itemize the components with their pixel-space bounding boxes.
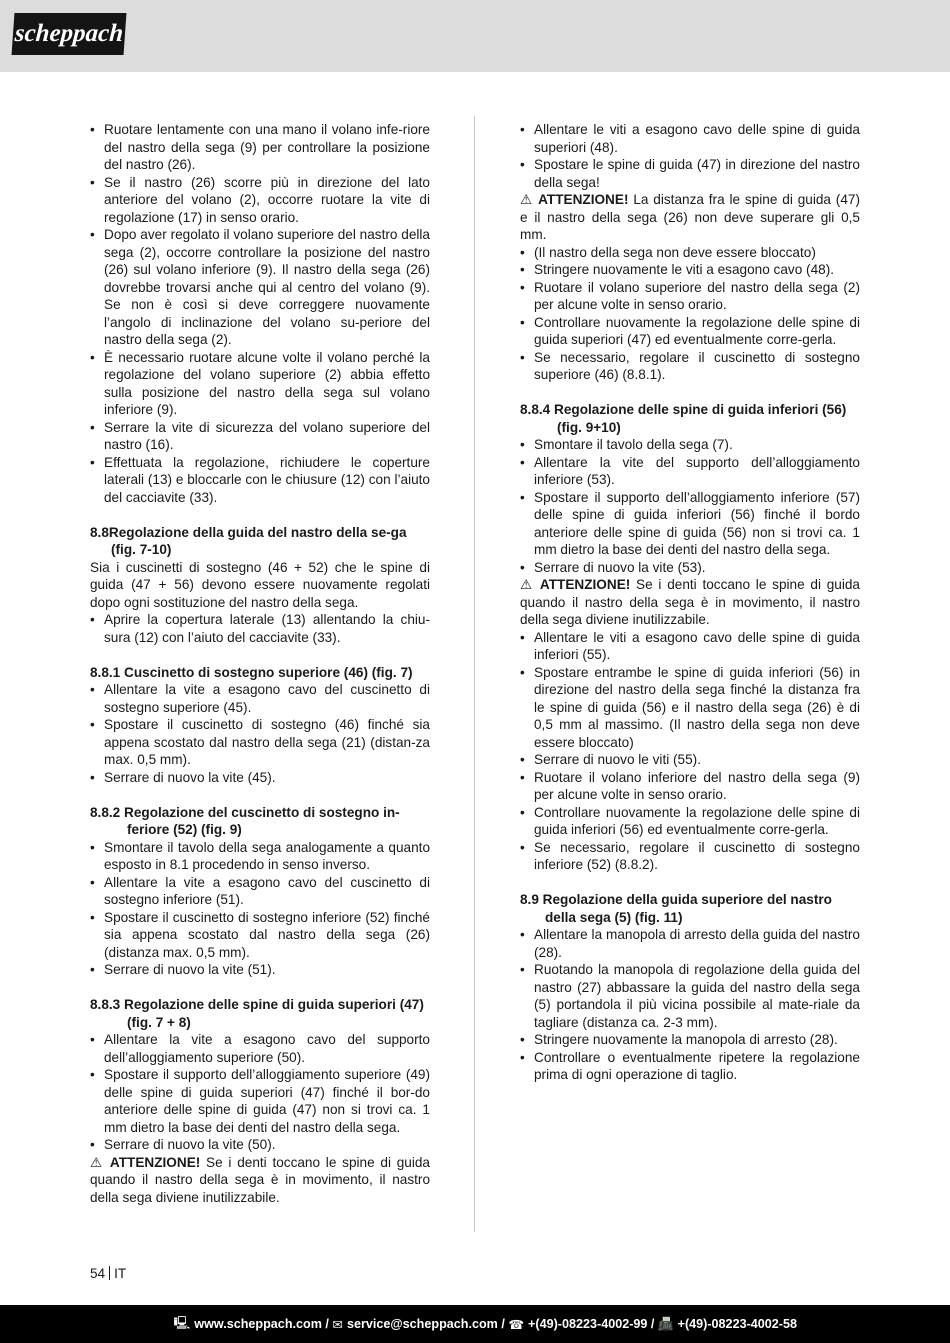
list-item: • Allentare la manopola di arresto della guida del nastro (28). [520, 926, 860, 961]
warning-text: Se i denti toccano le spine di guida quando il nastro della sega è in movimento, il nastro della sega diviene inutilizzabile. [90, 1154, 430, 1205]
website-link[interactable]: www.scheppach.com / [194, 1317, 329, 1331]
list-item: • Controllare nuovamente la regolazione delle spine di guida inferiori (56) ed eventualmente corre-gerla. [520, 804, 860, 839]
list-item: • Controllare nuovamente la regolazione delle spine di guida superiori (47) ed eventualmente corre-gerla. [520, 314, 860, 349]
spacer [520, 384, 860, 402]
list-item: • Serrare di nuovo la vite (45). [90, 769, 430, 787]
list-item: • Allentare la vite a esagono cavo del supporto dell’alloggiamento superiore (50). [90, 1031, 430, 1066]
right-column [520, 121, 860, 1084]
list-item: • Stringere nuovamente la manopola di arresto (28). [520, 1031, 860, 1049]
warning-triangle-icon: ⚠ [520, 192, 539, 207]
warning-label: ATTENZIONE! [109, 1154, 201, 1170]
list-item: • Serrare di nuovo la vite (53). [520, 559, 860, 577]
list-item: • Ruotando la manopola di regolazione della guida del nastro (27) abbassare la guida del nastro della sega (5) portandola il più vicina possibile al mate-riale da tagliare (distanza ca. 2-3 mm). [520, 961, 860, 1031]
list-item: • Spostare entrambe le spine di guida inferiori (56) in direzione del nastro della sega finché la distanza fra le spine di guida (56) e il nastro della sega (26) è di 0,5 mm al massimo. (Il nastro della sega non deve essere bloccato) [520, 664, 860, 752]
header-bar [0, 0, 950, 72]
list-item: • Spostare le spine di guida (47) in direzione del nastro della sega! [520, 156, 860, 191]
computer-icon: 🖳 [173, 1315, 191, 1330]
list-item: • Serrare la vite di sicurezza del volano superiore del nastro (16). [90, 419, 430, 454]
fax-icon: 📠 [657, 1316, 674, 1331]
list-item: • Stringere nuovamente le viti a esagono cavo (48). [520, 261, 860, 279]
warning-paragraph [520, 576, 860, 629]
fax-number: +(49)-08223-4002-58 [677, 1317, 797, 1331]
contact-bar [0, 1305, 950, 1343]
list-item: • Spostare il supporto dell’alloggiamento inferiore (57) delle spine di guida inferiori (56) finché il bordo anteriore delle spine di guida (56) non si trovi ca. 1 mm dietro la base dei denti del nastro della sega. [520, 489, 860, 559]
list-item: • Allentare la vite a esagono cavo del cuscinetto di sostegno superiore (45). [90, 681, 430, 716]
paragraph: Sia i cuscinetti di sostegno (46 + 52) che le spine di guida (47 + 56) devono essere nuovamente regolati dopo ogni sostituzione del nastro della sega. [90, 559, 430, 610]
phone-icon: ☎ [508, 1317, 525, 1332]
list-item: • Ruotare il volano inferiore del nastro della sega (9) per alcune volte in senso orario. [520, 769, 860, 804]
warning-text: Se i denti toccano le spine di guida quando il nastro della sega è in movimento, il nastro della sega diviene inutilizzabile. [520, 577, 860, 627]
list-item: • Smontare il tavolo della sega (7). [520, 436, 860, 454]
warning-label: ATTENZIONE! [539, 577, 631, 592]
warning-triangle-icon: ⚠ [520, 577, 540, 592]
spacer [90, 506, 430, 524]
page-number: 54 [90, 1266, 106, 1281]
list-item: • Effettuata la regolazione, richiudere le coperture laterali (13) e bloccarle con le chiusure (12) con l’aiuto del cacciavite (33). [90, 454, 430, 507]
warning-paragraph [520, 191, 860, 244]
section-heading: 8.8.3 Regolazione delle spine di guida superiori (47) (fig. 7 + 8) [90, 997, 424, 1030]
list-item: • Allentare la vite del supporto dell’alloggiamento inferiore (53). [520, 454, 860, 489]
list-item: • Spostare il supporto dell’alloggiamento superiore (49) delle spine di guida superiori (47) finché il bor-do anteriore delle spine di guida (47) non si trovi ca. 1 mm dietro la base dei denti del nastro della sega. [90, 1066, 430, 1136]
list-item: • (Il nastro della sega non deve essere bloccato) [520, 244, 860, 262]
phone-number: +(49)-08223-4002-99 / [528, 1317, 655, 1331]
list-item: • Aprire la copertura laterale (13) allentando la chiu-sura (12) con l’aiuto del cacciavite (33). [90, 611, 430, 646]
warning-paragraph [90, 1154, 430, 1207]
list-item: • È necessario ruotare alcune volte il volano perché la regolazione del volano superiore (2) abbia effetto sulla posizione del nastro della sega sul volano inferiore (9). [90, 349, 430, 419]
page-footer [90, 1265, 126, 1282]
page-language: IT [114, 1266, 127, 1281]
section-heading: 8.9 Regolazione della guida superiore del nastro della sega (5) (fig. 11) [520, 892, 832, 925]
list-item: • Spostare il cuscinetto di sostegno inferiore (52) finché sia appena scostato dal nastro della sega (26) (distanza max. 0,5 mm). [90, 909, 430, 962]
list-item: • Serrare di nuovo le viti (55). [520, 751, 860, 769]
left-column [90, 121, 430, 1206]
page-separator [109, 1266, 110, 1280]
list-item: • Ruotare lentamente con una mano il volano infe-riore del nastro della sega (9) per controllare la posizione del nastro (26). [90, 121, 430, 174]
spacer [90, 979, 430, 997]
list-item: • Ruotare il volano superiore del nastro della sega (2) per alcune volte in senso orario. [520, 279, 860, 314]
warning-text: La distanza fra le spine di guida (47) e il nastro della sega (26) non deve superare gli 0,5 mm. [520, 192, 860, 242]
mail-icon: ✉ [332, 1317, 343, 1332]
list-item: • Smontare il tavolo della sega analogamente a quanto esposto in 8.1 procedendo in senso inverso. [90, 839, 430, 874]
list-item: • Serrare di nuovo la vite (50). [90, 1136, 430, 1154]
spacer [520, 874, 860, 892]
warning-label: ATTENZIONE! [538, 192, 629, 207]
section-heading: 8.8Regolazione della guida del nastro della se-ga (fig. 7-10) [90, 524, 407, 557]
list-item: • Serrare di nuovo la vite (51). [90, 961, 430, 979]
email-link[interactable]: service@scheppach.com / [346, 1317, 505, 1331]
list-item: • Controllare o eventualmente ripetere la regolazione prima di ogni operazione di taglio. [520, 1049, 860, 1084]
list-item: • Allentare le viti a esagono cavo delle spine di guida inferiori (55). [520, 629, 860, 664]
list-item: • Se necessario, regolare il cuscinetto di sostegno superiore (46) (8.8.1). [520, 349, 860, 384]
section-heading: 8.8.2 Regolazione del cuscinetto di sostegno in-feriore (52) (fig. 9) [90, 804, 400, 837]
spacer [90, 786, 430, 804]
brand-logo: scheppach [12, 13, 127, 55]
list-item: • Se il nastro (26) scorre più in direzione del lato anteriore del volano (2), occorre ruotare la vite di regolazione (17) in senso orario. [90, 174, 430, 227]
spacer [90, 646, 430, 664]
list-item: • Se necessario, regolare il cuscinetto di sostegno inferiore (52) (8.8.2). [520, 839, 860, 874]
warning-triangle-icon: ⚠ [90, 1154, 110, 1170]
section-heading: 8.8.1 Cuscinetto di sostegno superiore (46) (fig. 7) [90, 664, 413, 680]
column-divider [474, 116, 475, 1232]
section-heading: 8.8.4 Regolazione delle spine di guida inferiori (56) (fig. 9+10) [520, 402, 847, 435]
list-item: • Allentare la vite a esagono cavo del cuscinetto di sostegno inferiore (51). [90, 874, 430, 909]
list-item: • Allentare le viti a esagono cavo delle spine di guida superiori (48). [520, 121, 860, 156]
list-item: • Spostare il cuscinetto di sostegno (46) finché sia appena scostato dal nastro della sega (21) (distan-za max. 0,5 mm). [90, 716, 430, 769]
list-item: • Dopo aver regolato il volano superiore del nastro della sega (2), occorre controllare la posizione del nastro (26) sul volano inferiore (9). Il nastro della sega (26) dovrebbe trovarsi anche qui al centro del volano (9). Se non è così si deve correggere nuovamente l’angolo di inclinazione del volano su-periore del nastro della sega (2). [90, 226, 430, 349]
